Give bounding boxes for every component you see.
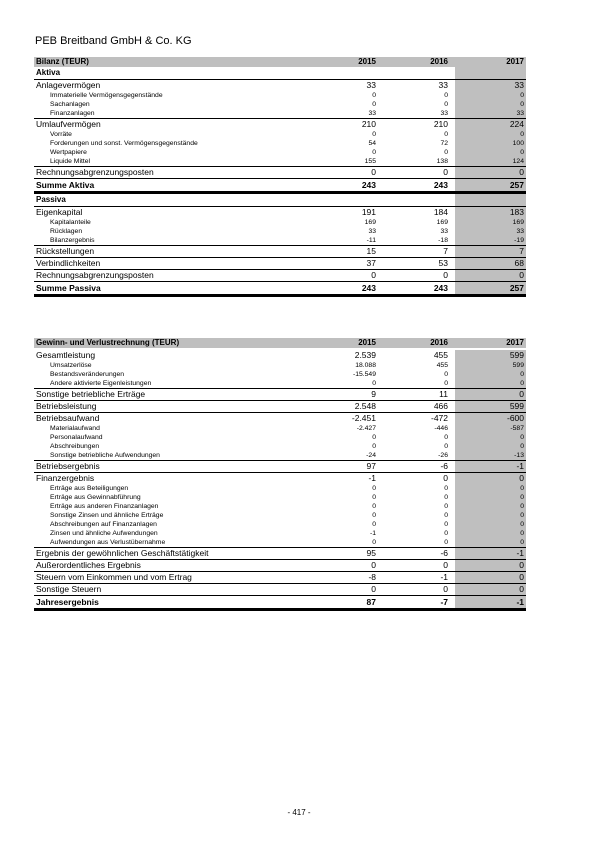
- row-label: Rechnungsabgrenzungsposten: [36, 270, 154, 280]
- value-2017: 599: [509, 401, 524, 411]
- line-item-group: [34, 560, 526, 572]
- line-item-group: [34, 167, 526, 179]
- value-2016: 0: [444, 434, 448, 441]
- value-2015: -1: [369, 530, 376, 537]
- sub-row: [34, 361, 526, 370]
- group-row: [34, 401, 526, 412]
- shaded-column-2017: [455, 67, 526, 79]
- row-label: Bestandsveränderungen: [50, 371, 125, 378]
- total-label: Summe Passiva: [36, 283, 101, 293]
- value-2017: 33: [516, 110, 524, 117]
- guv-section: [34, 338, 526, 611]
- value-2017: 0: [520, 434, 524, 441]
- row-label: Eigenkapital: [36, 207, 83, 217]
- value-2015: 0: [372, 149, 376, 156]
- value-2016: 7: [443, 246, 448, 256]
- bilanz-title: Bilanz (TEUR): [36, 57, 89, 66]
- value-2016: -6: [440, 461, 448, 471]
- value-2015: -2.451: [351, 413, 376, 423]
- value-2016: -1: [440, 572, 448, 582]
- row-label: Aufwendungen aus Verlustübernahme: [50, 539, 166, 546]
- value-2016: 0: [444, 131, 448, 138]
- value-2017: 0: [519, 572, 524, 582]
- value-2015: 2.548: [354, 401, 376, 411]
- row-label: Betriebsergebnis: [36, 461, 100, 471]
- value-2017: -1: [516, 548, 524, 558]
- value-2015: 0: [372, 131, 376, 138]
- value-2017: 0: [519, 389, 524, 399]
- group-row: [34, 207, 526, 218]
- sub-row: [34, 157, 526, 166]
- row-label: Umsatzerlöse: [50, 362, 92, 369]
- value-2016: 210: [433, 119, 448, 129]
- sub-row: [34, 91, 526, 100]
- value-2015: 95: [366, 548, 376, 558]
- value-2017: 0: [520, 149, 524, 156]
- row-label: Immaterielle Vermögensgegenstände: [50, 92, 163, 99]
- value-2016: 0: [443, 167, 448, 177]
- value-2017: -1: [516, 597, 524, 607]
- sub-row: [34, 538, 526, 547]
- row-label: Erträge aus anderen Finanzanlagen: [50, 503, 159, 510]
- value-2015: 0: [372, 512, 376, 519]
- row-label: Vorräte: [50, 131, 72, 138]
- row-label: Erträge aus Beteiligungen: [50, 485, 129, 492]
- sub-row: [34, 433, 526, 442]
- value-2016: 243: [433, 283, 448, 293]
- row-label: Rechnungsabgrenzungsposten: [36, 167, 154, 177]
- value-2015: 18.088: [355, 362, 376, 369]
- sub-row: [34, 218, 526, 227]
- value-2017: 100: [512, 140, 524, 147]
- value-2016: 0: [444, 485, 448, 492]
- row-label: Sachanlagen: [50, 101, 90, 108]
- value-2015: 2.539: [354, 350, 376, 360]
- value-2016: 0: [444, 521, 448, 528]
- row-label: Bilanzergebnis: [50, 237, 95, 244]
- year-2015: 2015: [358, 57, 376, 66]
- sub-row: [34, 511, 526, 520]
- row-label: Liquide Mittel: [50, 158, 91, 165]
- guv-title: Gewinn- und Verlustrechnung (TEUR): [36, 338, 180, 347]
- value-2015: 0: [371, 167, 376, 177]
- company-name: PEB Breitband GmbH & Co. KG: [35, 35, 192, 47]
- line-item-group: [34, 207, 526, 246]
- value-2016: 33: [438, 80, 448, 90]
- value-2015: -2.427: [356, 425, 376, 432]
- value-2015: 0: [371, 560, 376, 570]
- row-label: Zinsen und ähnliche Aufwendungen: [50, 530, 158, 537]
- value-2015: 33: [368, 228, 376, 235]
- year-2017: 2017: [506, 338, 524, 347]
- row-label: Betriebsleistung: [36, 401, 97, 411]
- line-item-group: [34, 80, 526, 119]
- group-row: [34, 119, 526, 130]
- value-2016: 72: [440, 140, 448, 147]
- row-label: Abschreibungen: [50, 443, 100, 450]
- line-item-group: [34, 461, 526, 473]
- value-2015: 54: [368, 140, 376, 147]
- passiva-heading-label: Passiva: [36, 195, 66, 204]
- value-2017: 257: [509, 283, 524, 293]
- sub-row: [34, 148, 526, 157]
- line-item-group: [34, 413, 526, 461]
- value-2015: 0: [372, 380, 376, 387]
- row-label: Sonstige betriebliche Aufwendungen: [50, 452, 160, 459]
- value-2017: 169: [512, 219, 524, 226]
- value-2017: -587: [510, 425, 524, 432]
- value-2017: 33: [516, 228, 524, 235]
- value-2016: 0: [444, 380, 448, 387]
- value-2017: 599: [509, 350, 524, 360]
- sub-row: [34, 442, 526, 451]
- sub-row: [34, 520, 526, 529]
- group-row: [34, 167, 526, 178]
- value-2016: -26: [438, 452, 448, 459]
- value-2016: 0: [444, 530, 448, 537]
- value-2016: -472: [430, 413, 448, 423]
- bilanz-header: [34, 57, 526, 67]
- value-2017: -13: [514, 452, 524, 459]
- value-2015: -8: [368, 572, 376, 582]
- value-2016: 0: [443, 473, 448, 483]
- value-2017: 0: [520, 494, 524, 501]
- value-2016: 0: [443, 560, 448, 570]
- value-2015: -11: [366, 237, 376, 244]
- line-item-group: [34, 350, 526, 389]
- value-2017: 183: [509, 207, 524, 217]
- value-2015: -1: [368, 473, 376, 483]
- total-label: Jahresergebnis: [36, 597, 99, 607]
- value-2017: 33: [514, 80, 524, 90]
- sub-row: [34, 502, 526, 511]
- value-2016: 33: [440, 110, 448, 117]
- value-2017: 257: [509, 180, 524, 190]
- value-2017: 0: [519, 167, 524, 177]
- value-2016: 11: [439, 389, 448, 399]
- guv-block: [34, 348, 526, 611]
- value-2016: 33: [440, 228, 448, 235]
- value-2017: 0: [519, 560, 524, 570]
- sub-row: [34, 130, 526, 139]
- row-label: Umlaufvermögen: [36, 119, 101, 129]
- row-label: Personalaufwand: [50, 434, 103, 441]
- value-2017: 0: [519, 473, 524, 483]
- row-label: Erträge aus Gewinnabführung: [50, 494, 141, 501]
- value-2017: -600: [506, 413, 524, 423]
- row-label: Sonstige betriebliche Erträge: [36, 389, 146, 399]
- aktiva-heading-label: Aktiva: [36, 68, 61, 77]
- line-item-group: [34, 246, 526, 258]
- value-2015: 37: [366, 258, 376, 268]
- row-label: Finanzanlagen: [50, 110, 95, 117]
- row-label: Forderungen und sonst. Vermögensgegenstände: [50, 140, 198, 147]
- group-row: [34, 246, 526, 257]
- value-2016: 243: [433, 180, 448, 190]
- value-2016: -6: [440, 548, 448, 558]
- group-row: [34, 584, 526, 595]
- value-2016: 184: [433, 207, 448, 217]
- row-label: Rückstellungen: [36, 246, 95, 256]
- row-label: Wertpapiere: [50, 149, 87, 156]
- value-2017: 0: [520, 521, 524, 528]
- group-row: [34, 413, 526, 424]
- value-2017: 0: [520, 371, 524, 378]
- group-row: [34, 80, 526, 91]
- jahresergebnis-row: [34, 596, 526, 611]
- value-2017: 0: [520, 101, 524, 108]
- value-2015: 0: [372, 443, 376, 450]
- value-2016: 0: [444, 371, 448, 378]
- value-2015: 0: [372, 101, 376, 108]
- value-2015: -24: [366, 452, 376, 459]
- sub-row: [34, 451, 526, 460]
- sub-row: [34, 493, 526, 502]
- year-2015: 2015: [358, 338, 376, 347]
- value-2016: 0: [443, 270, 448, 280]
- value-2015: 0: [371, 584, 376, 594]
- value-2017: -1: [516, 461, 524, 471]
- value-2016: 0: [444, 92, 448, 99]
- value-2016: 0: [444, 512, 448, 519]
- value-2015: 169: [364, 219, 376, 226]
- sub-row: [34, 236, 526, 245]
- value-2015: 0: [372, 539, 376, 546]
- value-2016: 466: [433, 401, 448, 411]
- summe-passiva-row: [34, 282, 526, 297]
- group-row: [34, 258, 526, 269]
- page-number: - 417 -: [287, 808, 311, 817]
- row-label: Betriebsaufwand: [36, 413, 100, 423]
- value-2017: 7: [519, 246, 524, 256]
- value-2016: 455: [433, 350, 448, 360]
- sub-row: [34, 379, 526, 388]
- value-2016: 0: [443, 584, 448, 594]
- value-2017: 0: [520, 131, 524, 138]
- value-2015: 0: [372, 434, 376, 441]
- sub-row: [34, 529, 526, 538]
- value-2016: 138: [436, 158, 448, 165]
- sub-row: [34, 370, 526, 379]
- line-item-group: [34, 270, 526, 282]
- value-2015: -15.549: [352, 371, 376, 378]
- row-label: Kapitalanteile: [50, 219, 91, 226]
- group-row: [34, 548, 526, 559]
- line-item-group: [34, 119, 526, 167]
- value-2017: 0: [520, 512, 524, 519]
- value-2015: 0: [371, 270, 376, 280]
- group-row: [34, 350, 526, 361]
- row-label: Verbindlichkeiten: [36, 258, 101, 268]
- value-2015: 243: [361, 283, 376, 293]
- value-2016: 53: [438, 258, 448, 268]
- value-2015: 9: [371, 389, 376, 399]
- value-2017: 0: [519, 584, 524, 594]
- row-label: Finanzergebnis: [36, 473, 95, 483]
- shaded-column-2017: [455, 194, 526, 206]
- value-2016: 0: [444, 494, 448, 501]
- value-2015: 0: [372, 521, 376, 528]
- line-item-group: [34, 572, 526, 584]
- value-2015: 33: [366, 80, 376, 90]
- value-2015: 0: [372, 92, 376, 99]
- value-2017: 0: [520, 380, 524, 387]
- group-row: [34, 389, 526, 400]
- sub-row: [34, 484, 526, 493]
- sub-row: [34, 227, 526, 236]
- total-label: Summe Aktiva: [36, 180, 95, 190]
- row-label: Steuern vom Einkommen und vom Ertrag: [36, 572, 192, 582]
- bilanz-section: [34, 57, 526, 297]
- value-2017: 68: [514, 258, 524, 268]
- value-2015: 0: [372, 503, 376, 510]
- value-2017: 0: [520, 485, 524, 492]
- value-2015: 33: [368, 110, 376, 117]
- sub-row: [34, 109, 526, 118]
- value-2017: -19: [514, 237, 524, 244]
- sub-row: [34, 139, 526, 148]
- line-item-group: [34, 584, 526, 596]
- group-row: [34, 473, 526, 484]
- row-label: Abschreibungen auf Finanzanlagen: [50, 521, 157, 528]
- row-label: Anlagevermögen: [36, 80, 101, 90]
- line-item-group: [34, 401, 526, 413]
- aktiva-heading: [34, 67, 526, 80]
- value-2016: 0: [444, 101, 448, 108]
- value-2016: 455: [436, 362, 448, 369]
- value-2016: -18: [438, 237, 448, 244]
- value-2017: 0: [520, 530, 524, 537]
- row-label: Rücklagen: [50, 228, 83, 235]
- value-2015: 191: [361, 207, 376, 217]
- line-item-group: [34, 389, 526, 401]
- value-2016: 0: [444, 503, 448, 510]
- value-2015: 0: [372, 485, 376, 492]
- value-2016: 0: [444, 149, 448, 156]
- sub-row: [34, 424, 526, 433]
- value-2017: 0: [520, 503, 524, 510]
- group-row: [34, 560, 526, 571]
- year-2016: 2016: [430, 57, 448, 66]
- guv-header: [34, 338, 526, 348]
- value-2016: -446: [434, 425, 448, 432]
- value-2017: 0: [519, 270, 524, 280]
- group-row: [34, 461, 526, 472]
- year-2016: 2016: [430, 338, 448, 347]
- value-2015: 87: [366, 597, 376, 607]
- value-2016: 0: [444, 443, 448, 450]
- value-2015: 0: [372, 494, 376, 501]
- sub-row: [34, 100, 526, 109]
- value-2015: 210: [361, 119, 376, 129]
- value-2017: 0: [520, 539, 524, 546]
- group-row: [34, 572, 526, 583]
- value-2017: 224: [509, 119, 524, 129]
- value-2015: 97: [366, 461, 376, 471]
- row-label: Gesamtleistung: [36, 350, 96, 360]
- row-label: Sonstige Steuern: [36, 584, 102, 594]
- row-label: Materialaufwand: [50, 425, 100, 432]
- value-2016: 169: [436, 219, 448, 226]
- passiva-block: [34, 194, 526, 297]
- value-2017: 599: [512, 362, 524, 369]
- row-label: Ergebnis der gewöhnlichen Geschäftstätigkeit: [36, 548, 209, 558]
- value-2017: 0: [520, 92, 524, 99]
- value-2017: 0: [520, 443, 524, 450]
- line-item-group: [34, 473, 526, 548]
- value-2015: 155: [364, 158, 376, 165]
- aktiva-block: [34, 67, 526, 194]
- row-label: Andere aktivierte Eigenleistungen: [50, 380, 152, 387]
- summe-aktiva-row: [34, 179, 526, 194]
- value-2017: 124: [512, 158, 524, 165]
- passiva-heading: [34, 194, 526, 207]
- value-2015: 15: [366, 246, 376, 256]
- row-label: Außerordentliches Ergebnis: [36, 560, 141, 570]
- group-row: [34, 270, 526, 281]
- line-item-group: [34, 548, 526, 560]
- value-2016: -7: [440, 597, 448, 607]
- row-label: Sonstige Zinsen und ähnliche Erträge: [50, 512, 164, 519]
- value-2016: 0: [444, 539, 448, 546]
- year-2017: 2017: [506, 57, 524, 66]
- line-item-group: [34, 258, 526, 270]
- value-2015: 243: [361, 180, 376, 190]
